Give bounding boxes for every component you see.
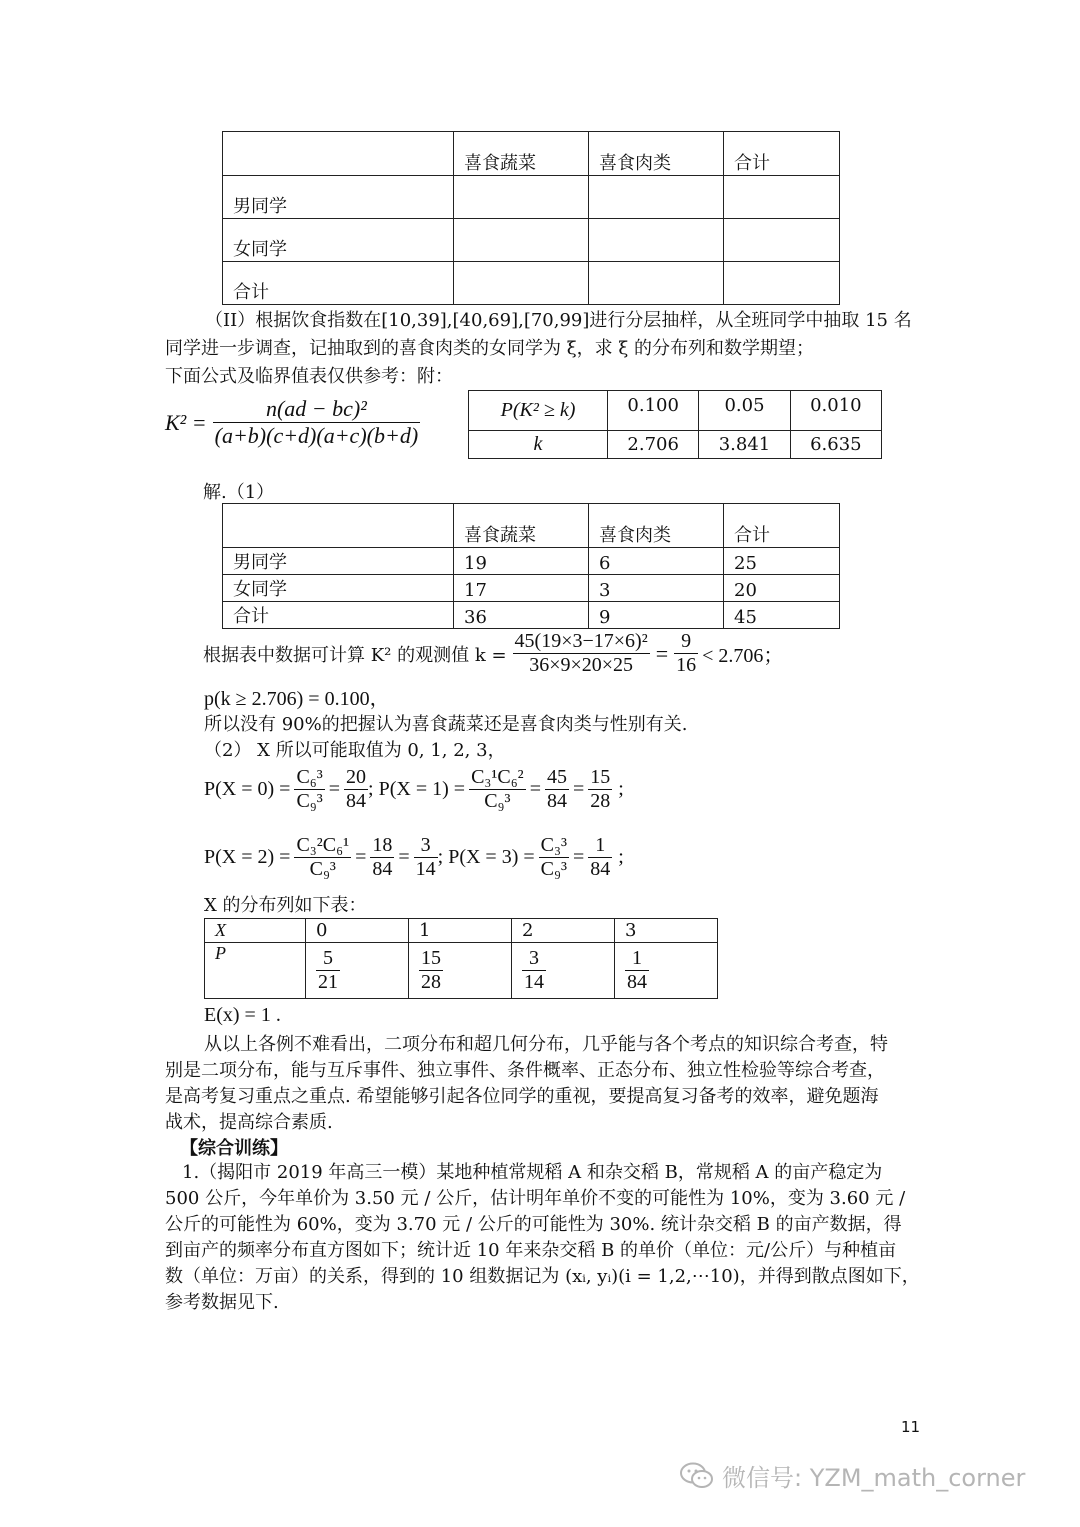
table-filled	[222, 503, 840, 629]
k-calc-den: 36×9×20×25	[529, 654, 634, 676]
frac-den: C₉³	[484, 790, 511, 812]
k2-formula	[165, 396, 420, 449]
table2-cell: 25	[724, 548, 840, 575]
frac-den: C₉³	[540, 858, 567, 880]
dist-x-value: 2	[512, 919, 615, 943]
part2-line1: （II）根据饮食指数在[10,39],[40,69],[70,99]进行分层抽样，从全班同学中抽取 15 名	[205, 310, 912, 331]
k-calc-frac2-num: 9	[674, 630, 698, 654]
critical-cell: 2.706	[608, 431, 699, 459]
k-calc-eq: =	[655, 640, 669, 666]
critical-cell: 3.841	[699, 431, 790, 459]
frac-num: C₃³	[540, 834, 567, 856]
frac-num: 15	[590, 766, 611, 788]
formula-denominator: (a+b)(c+d)(a+c)(b+d)	[214, 423, 419, 448]
frac-den: 84	[546, 790, 567, 812]
critical-row2-label: k	[469, 431, 608, 459]
frac-den: 84	[372, 858, 393, 880]
table2-cell: 合计	[223, 602, 454, 629]
table1-cell	[589, 219, 724, 262]
table2-cell: 女同学	[223, 575, 454, 602]
paragraph-line: 别是二项分布，能与互斥事件、独立事件、条件概率、正态分布、独立性检验等综合考查，	[165, 1060, 885, 1081]
part2-solution: （2） X 所以可能取值为 0, 1, 2, 3，	[204, 740, 506, 761]
table1-cell: 女同学	[223, 219, 454, 262]
prob-x1-label: ; P(X = 1) =	[368, 778, 466, 800]
dist-x-value: 1	[409, 919, 512, 943]
k-calc-frac2-den: 16	[676, 654, 697, 676]
k-calc-num: 45(19×3−17×6)²	[514, 630, 648, 652]
frac-num: C₃²C₆¹	[296, 834, 350, 856]
table1-cell	[724, 262, 840, 305]
table1-cell	[724, 219, 840, 262]
dist-p-num: 15	[421, 947, 441, 969]
table1-cell	[454, 262, 589, 305]
prob-line-2: P(X = 2) = $\frac{\text{C₃²C₆¹}}{\text{C₉³}}$ = $\frac{18}{84}$ = $\frac{3}{14}$ ; P(X = 3) = $\frac{\text{C₃³}}{\text{C₉³}}$ = $\frac{1}{84}$ ;	[204, 834, 624, 880]
frac-num: C₃¹C₆²	[471, 766, 524, 788]
table2-cell: 3	[589, 575, 724, 602]
dist-p-num: 5	[316, 947, 340, 971]
k-calc-suffix: < 2.706；	[702, 645, 784, 667]
table1-cell	[454, 176, 589, 219]
exercise-line: 数（单位：万亩）的关系，得到的 10 组数据记为 (xᵢ, yᵢ)(i = 1,2,⋯10)，并得到散点图如下，	[165, 1266, 920, 1287]
critical-value-table	[468, 390, 882, 459]
frac-num: 20	[346, 766, 367, 788]
table1-cell	[589, 262, 724, 305]
table2-header-2: 喜食肉类	[589, 504, 724, 548]
dist-p-den: 14	[524, 971, 544, 993]
frac-den: 28	[590, 790, 611, 812]
frac-den: 84	[590, 858, 611, 880]
part2-line3: 下面公式及临界值表仅供参考：附：	[165, 366, 453, 387]
frac-num: 1	[588, 834, 612, 858]
prob-x0-label: P(X = 0) =	[204, 778, 291, 800]
distribution-table	[204, 918, 718, 999]
frac-den: C₉³	[296, 790, 323, 812]
dist-p-num: 1	[625, 947, 649, 971]
table2-cell: 20	[724, 575, 840, 602]
watermark	[680, 1458, 1025, 1493]
distribution-intro: X 的分布列如下表：	[204, 895, 367, 916]
frac-num: 3	[414, 834, 438, 858]
section-title: 【综合训练】	[180, 1138, 288, 1159]
exercise-line: 500 公斤，今年单价为 3.50 元 / 公斤，估计明年单价不变的可能性为 10%，变为 3.60 元 /	[165, 1188, 906, 1209]
expectation: E(x) = 1 .	[204, 1004, 281, 1026]
critical-row1-label: P(K² ≥ k)	[469, 391, 608, 431]
critical-cell: 6.635	[790, 431, 881, 459]
formula-numerator: n(ad − bc)²	[213, 396, 421, 423]
dist-p-label: P	[205, 943, 306, 999]
frac-den: 14	[415, 858, 436, 880]
paragraph-line: 战术，提高综合素质.	[165, 1112, 333, 1133]
table2-cell: 17	[454, 575, 589, 602]
table2-cell: 6	[589, 548, 724, 575]
frac-den: C₉³	[309, 858, 336, 880]
prob-x2-label: P(X = 2) =	[204, 846, 291, 868]
table1-header-1: 喜食蔬菜	[454, 132, 589, 176]
table-empty	[222, 131, 840, 305]
frac-den: 84	[346, 790, 367, 812]
table1-cell	[724, 176, 840, 219]
solution-label: 解.（1）	[203, 482, 275, 503]
frac-num: 18	[372, 834, 393, 856]
dist-p-den: 28	[421, 971, 441, 993]
frac-num: 45	[546, 766, 567, 788]
table1-cell: 男同学	[223, 176, 454, 219]
conclusion: 所以没有 90%的把握认为喜食蔬菜还是喜食肉类与性别有关.	[204, 714, 688, 735]
table1-header-2: 喜食肉类	[589, 132, 724, 176]
frac-num: C₆³	[296, 766, 323, 788]
table2-cell: 45	[724, 602, 840, 629]
table2-cell: 男同学	[223, 548, 454, 575]
prob-end: ;	[618, 846, 624, 868]
formula-lhs: K² =	[165, 409, 207, 435]
dist-x-value: 3	[615, 919, 718, 943]
prob-x3-label: ; P(X = 3) =	[437, 846, 535, 868]
dist-x-value: 0	[306, 919, 409, 943]
k-calculation	[203, 630, 783, 677]
table2-header-0	[223, 504, 454, 548]
exercise-line: 到亩产的频率分布直方图如下；统计近 10 年来杂交稻 B 的单价（单位：元/公斤）与种植亩	[165, 1240, 897, 1261]
exercise-line: 参考数据见下.	[165, 1292, 279, 1313]
dist-p-num: 3	[522, 947, 546, 971]
table2-cell: 9	[589, 602, 724, 629]
paragraph-line: 是高考复习重点之重点. 希望能够引起各位同学的重视，要提高复习备考的效率，避免题海	[165, 1086, 879, 1107]
prob-end: ;	[618, 778, 624, 800]
exercise-line: 1.（揭阳市 2019 年高三一模）某地种植常规稻 A 和杂交稻 B，常规稻 A 的亩产稳定为	[182, 1162, 883, 1183]
paragraph-line: 从以上各例不难看出，二项分布和超几何分布，几乎能与各个考点的知识综合考查，特	[204, 1034, 888, 1055]
dist-x-label: X	[205, 919, 306, 943]
wechat-icon	[680, 1462, 714, 1490]
dist-p-den: 84	[627, 971, 647, 993]
table1-cell: 合计	[223, 262, 454, 305]
part2-line2: 同学进一步调查，记抽取到的喜食肉类的女同学为 ξ，求 ξ 的分布列和数学期望；	[165, 338, 814, 359]
critical-cell: 0.100	[608, 391, 699, 431]
p-line: p(k ≥ 2.706) = 0.100，	[204, 688, 390, 710]
prob-line-1: P(X = 0) = $\frac{\text{C₆³}}{\text{C₉³}}$ = $\frac{20}{84}$ ; P(X = 1) = $\frac{\text{C₃¹C₆²}}{\text{C₉³}}$ = $\frac{45}{84}$ = $\frac{15}{28}$ ;	[204, 766, 624, 812]
table1-cell	[454, 219, 589, 262]
critical-cell: 0.05	[699, 391, 790, 431]
critical-cell: 0.010	[790, 391, 881, 431]
k-calc-prefix: 根据表中数据可计算 K² 的观测值 k =	[203, 644, 507, 666]
dist-p-den: 21	[318, 971, 338, 993]
table1-cell	[589, 176, 724, 219]
table2-cell: 19	[454, 548, 589, 575]
table1-header-0	[223, 132, 454, 176]
table2-header-1: 喜食蔬菜	[454, 504, 589, 548]
table1-header-3: 合计	[724, 132, 840, 176]
page-number: 11	[901, 1418, 921, 1436]
table2-cell: 36	[454, 602, 589, 629]
watermark-text: 微信号: YZM_math_corner	[722, 1464, 1026, 1492]
exercise-line: 公斤的可能性为 60%，变为 3.70 元 / 公斤的可能性为 30%. 统计杂交稻 B 的亩产数据，得	[165, 1214, 902, 1235]
table2-header-3: 合计	[724, 504, 840, 548]
